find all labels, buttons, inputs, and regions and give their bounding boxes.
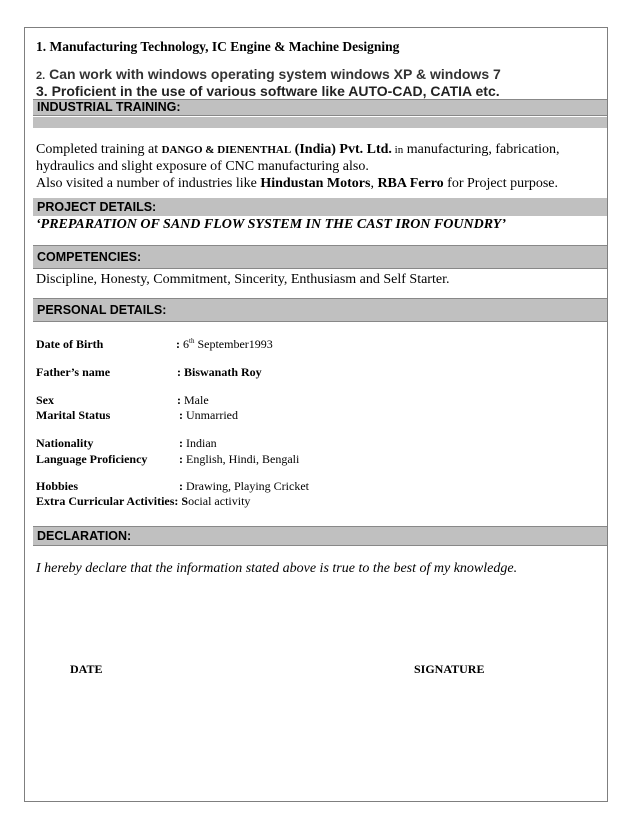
- nationality-colon: :: [179, 436, 186, 450]
- skill-item-2-text: Can work with windows operating system windows XP & windows 7: [49, 66, 501, 82]
- sex-value: [177, 393, 209, 408]
- industry-hindustan-motors: Hindustan Motors: [260, 176, 371, 191]
- date-label: DATE: [70, 662, 103, 676]
- industrial-training-heading: INDUSTRIAL TRAINING:: [33, 99, 607, 116]
- company-name-suffix: (India) Pvt. Ltd.: [291, 142, 392, 157]
- sex-label: Sex: [36, 393, 54, 407]
- declaration-heading: DECLARATION:: [33, 526, 607, 546]
- dob-suffix: th: [189, 337, 195, 345]
- signature-label: SIGNATURE: [414, 662, 485, 676]
- personal-details-heading: PERSONAL DETAILS:: [33, 298, 607, 322]
- extra-curricular-value: ocial activity: [188, 494, 251, 508]
- marital-colon: :: [179, 408, 186, 422]
- skill-item-2: [36, 66, 501, 82]
- nationality-value: [179, 436, 217, 451]
- father-name-value: : Biswanath Roy: [177, 365, 262, 379]
- training-text-rest: manufacturing, fabrication,: [403, 142, 560, 157]
- marital-text: Unmarried: [186, 408, 238, 422]
- skill-item-2-number: 2.: [36, 70, 46, 82]
- industry-rba-ferro: RBA Ferro: [377, 176, 444, 191]
- company-name: DANGO & DIENENTHAL: [161, 144, 292, 156]
- training-line-3: [36, 176, 558, 192]
- language-text: English, Hindi, Bengali: [186, 452, 300, 466]
- extra-curricular-label: Extra Curricular Activities:: [36, 494, 182, 508]
- hobbies-text: Drawing, Playing Cricket: [186, 479, 309, 493]
- dob-label: Date of Birth: [36, 337, 104, 351]
- visits-separator: ,: [370, 176, 378, 191]
- hobbies-label: Hobbies: [36, 479, 79, 493]
- extra-curricular-initial: S: [181, 494, 189, 508]
- project-details-heading: PROJECT DETAILS:: [33, 198, 607, 216]
- training-text-in: in: [391, 144, 404, 156]
- language-label: Language Proficiency: [36, 452, 148, 466]
- marital-status-value: [179, 408, 238, 423]
- father-name-label: Father’s name: [36, 365, 111, 379]
- extra-curricular-row: [36, 494, 250, 509]
- language-colon: :: [179, 452, 186, 466]
- dob-colon: :: [176, 337, 183, 351]
- competencies-heading: COMPETENCIES:: [33, 245, 607, 269]
- nationality-text: Indian: [186, 436, 217, 450]
- language-value: [179, 452, 299, 467]
- visits-text: Also visited a number of industries like: [36, 176, 261, 191]
- visits-purpose: for Project purpose.: [443, 176, 558, 191]
- hobbies-colon: :: [179, 479, 186, 493]
- skill-item-1: 1. Manufacturing Technology, IC Engine & Machine Designing: [36, 39, 400, 54]
- competencies-text: Discipline, Honesty, Commitment, Sincerity, Enthusiasm and Self Starter.: [36, 272, 450, 287]
- dob-value: [176, 337, 273, 352]
- training-line-2: hydraulics and slight exposure of CNC manufacturing also.: [36, 159, 369, 174]
- sex-text: Male: [184, 393, 209, 407]
- hobbies-value: [179, 479, 309, 494]
- sex-colon: :: [177, 393, 184, 407]
- dob-month-year: September1993: [194, 337, 273, 351]
- declaration-text: I hereby declare that the information stated above is true to the best of my knowledge.: [36, 561, 518, 576]
- training-text: Completed training at: [36, 142, 162, 157]
- marital-status-label: Marital Status: [36, 408, 111, 422]
- project-title: ‘PREPARATION OF SAND FLOW SYSTEM IN THE CAST IRON FOUNDRY’: [36, 217, 506, 232]
- skill-item-3: 3. Proficient in the use of various software like AUTO-CAD, CATIA etc.: [36, 83, 500, 99]
- nationality-label: Nationality: [36, 436, 94, 450]
- training-line-1: [36, 142, 560, 158]
- industrial-training-heading-band: [33, 117, 607, 128]
- dob-day: 6: [183, 337, 189, 351]
